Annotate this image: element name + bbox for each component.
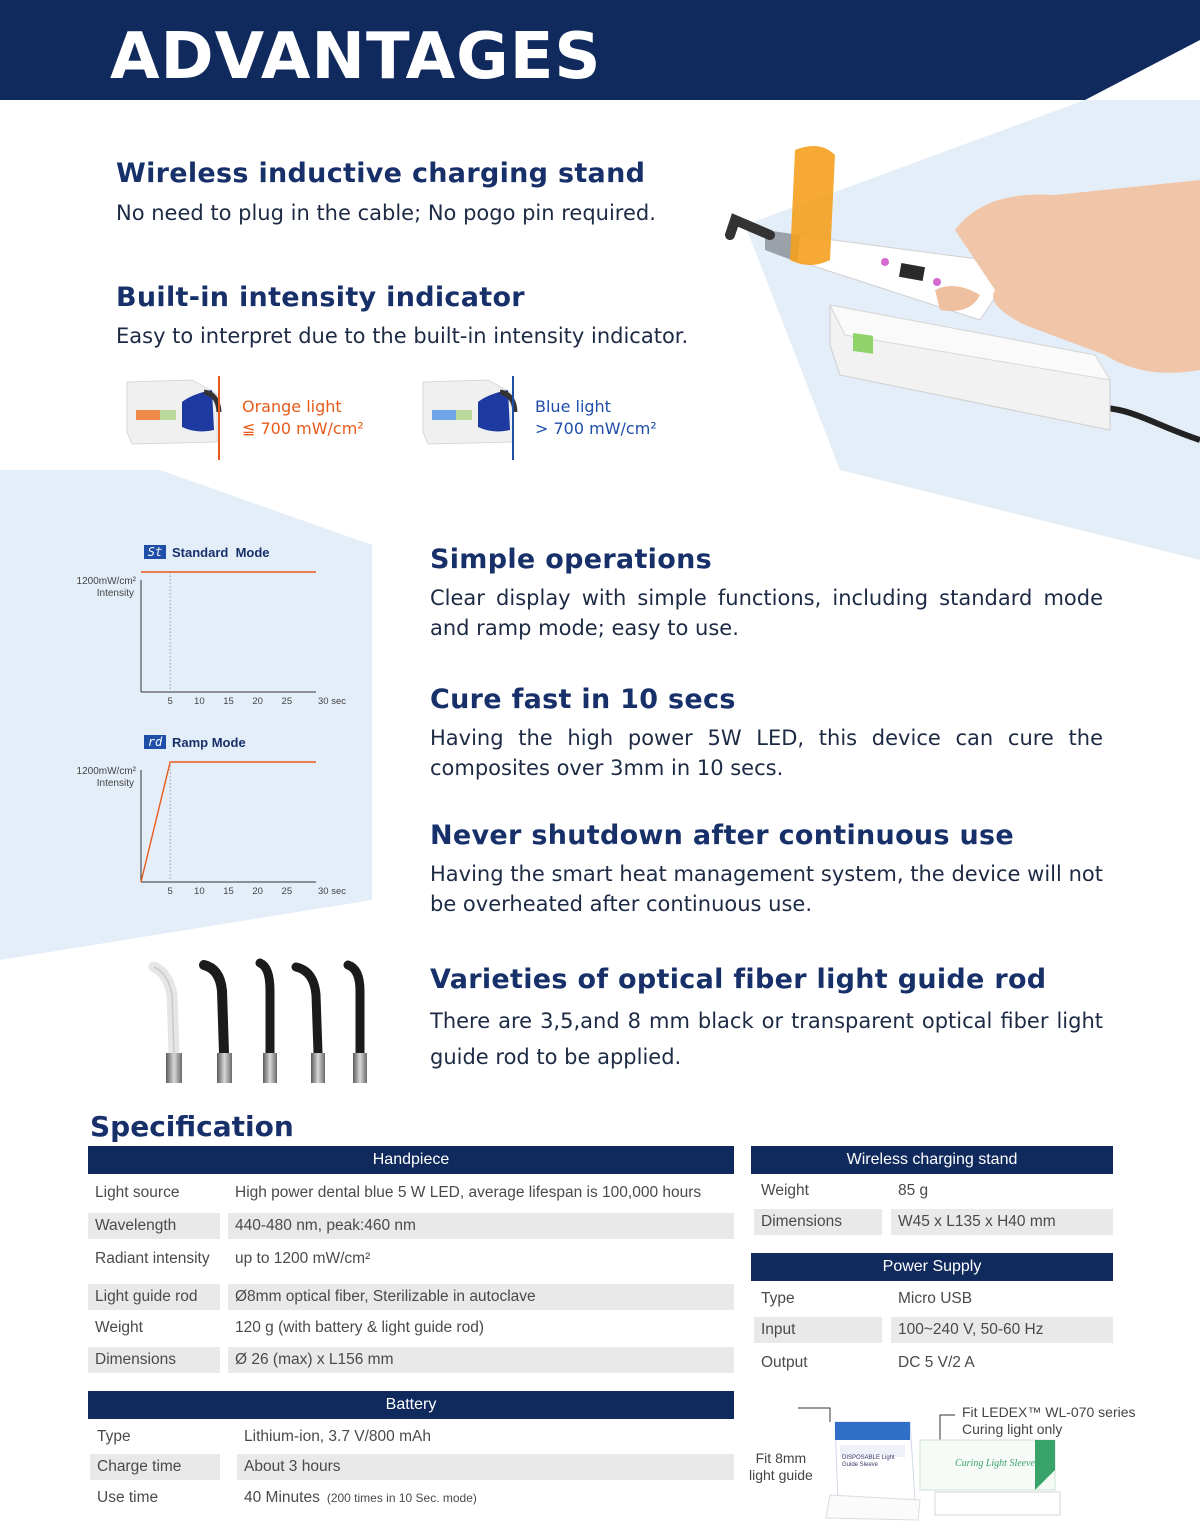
row-label: Weight <box>95 1319 143 1336</box>
row-label: Dimensions <box>754 1209 882 1235</box>
row-label: Use time <box>97 1489 159 1506</box>
row-value-note: (200 times in 10 Sec. mode) <box>326 1491 477 1505</box>
row-label: Weight <box>761 1182 809 1199</box>
table-row <box>88 1213 734 1239</box>
row-value-text: 85 g <box>898 1182 929 1199</box>
ramp-mode-chart <box>60 725 360 905</box>
row-value-text: High power dental blue 5 W LED, average lifespan is 100,000 hours <box>235 1184 702 1201</box>
row-value-text: up to 1200 mW/cm² <box>235 1250 371 1267</box>
row-value <box>228 1180 734 1206</box>
table-row <box>88 1347 734 1373</box>
x-tick-label: 25 <box>281 886 293 897</box>
blue-light-indicator-image <box>418 372 523 462</box>
y-tick-label: 1200mW/cm² <box>76 766 136 777</box>
row-label: Charge time <box>90 1454 220 1480</box>
table-row <box>90 1424 734 1450</box>
blue-light-divider <box>512 376 514 460</box>
x-tick-label: 10 <box>194 696 205 707</box>
battery-header: Battery <box>88 1391 734 1419</box>
fiber-rods-title: Varieties of optical fiber light guide rod <box>430 964 1047 995</box>
row-label: Light source <box>95 1184 180 1201</box>
row-value <box>891 1286 1113 1312</box>
table-row <box>88 1315 734 1341</box>
never-shutdown-desc: Having the smart heat management system, the device will not be overheated after continuous use. <box>430 862 1103 916</box>
row-label: Input <box>754 1317 882 1343</box>
orange-light-name: Orange light <box>242 397 342 416</box>
row-value-text: Ø8mm optical fiber, Sterilizable in autoclave <box>235 1288 536 1305</box>
chart-title: Ramp Mode <box>172 735 246 750</box>
orange-light-value: ≦ 700 mW/cm² <box>242 419 364 438</box>
charging-stand-desc: No need to plug in the cable; No pogo pin required. <box>116 201 656 225</box>
row-value <box>891 1317 1113 1343</box>
spec-title: Specification <box>90 1110 294 1143</box>
intensity-line <box>141 762 316 882</box>
table-row <box>754 1350 1113 1376</box>
row-value <box>891 1209 1113 1235</box>
row-value-text: 40 Minutes <box>244 1489 320 1506</box>
table-row <box>88 1284 734 1310</box>
fit-ledex-line1: Fit LEDEX™ WL-070 series <box>962 1404 1136 1420</box>
intensity-indicator-title: Built-in intensity indicator <box>116 282 525 313</box>
row-value <box>237 1485 734 1511</box>
row-value <box>237 1424 734 1450</box>
light-guide-rods-image <box>140 955 380 1090</box>
table-row <box>754 1209 1113 1235</box>
x-tick-label: 30 sec <box>318 886 346 897</box>
table-row <box>754 1178 1113 1204</box>
table-row <box>754 1286 1113 1312</box>
row-value-text: Lithium-ion, 3.7 V/800 mAh <box>244 1428 431 1445</box>
y-tick-label: 1200mW/cm² <box>76 576 136 587</box>
row-value <box>891 1350 1113 1376</box>
row-value <box>891 1178 1113 1204</box>
x-tick-label: 20 <box>252 696 263 707</box>
table-row <box>90 1454 734 1480</box>
curing-light-device-image <box>725 140 1200 450</box>
row-value <box>237 1454 734 1480</box>
blue-light-name: Blue light <box>535 397 611 416</box>
y-axis-label: Intensity <box>96 778 134 789</box>
fiber-rods-desc: There are 3,5,and 8 mm black or transparent optical fiber light guide rod to be applied. <box>430 1009 1103 1069</box>
x-tick-label: 5 <box>167 886 173 897</box>
stand-header: Wireless charging stand <box>751 1146 1113 1174</box>
row-label: Output <box>761 1354 808 1371</box>
simple-operations-title: Simple operations <box>430 544 712 575</box>
x-tick-label: 30 sec <box>318 696 346 707</box>
mode-badge-text: St <box>147 545 163 559</box>
row-value-text: 440-480 nm, peak:460 nm <box>235 1217 416 1234</box>
table-row <box>88 1180 734 1206</box>
sleeve-pack-label: Curing Light Sleeve <box>955 1458 1035 1469</box>
row-value <box>228 1315 734 1341</box>
fit-8mm-note <box>749 1450 813 1484</box>
standard-mode-chart <box>60 535 360 715</box>
row-label: Light guide rod <box>88 1284 220 1310</box>
intensity-indicator-desc: Easy to interpret due to the built-in intensity indicator. <box>116 324 689 348</box>
simple-operations-desc: Clear display with simple functions, including standard mode and ramp mode; easy to use. <box>430 586 1103 640</box>
row-value-text: Micro USB <box>898 1290 973 1307</box>
y-axis-label: Intensity <box>96 588 134 599</box>
row-label: Type <box>761 1290 795 1307</box>
orange-light-indicator-image <box>122 372 227 462</box>
row-value-text: About 3 hours <box>244 1458 341 1475</box>
row-value <box>228 1284 734 1310</box>
power-header: Power Supply <box>751 1253 1113 1281</box>
handpiece-header: Handpiece <box>88 1146 734 1174</box>
orange-light-divider <box>218 376 220 460</box>
row-value-text: Ø 26 (max) x L156 mm <box>235 1351 394 1368</box>
table-row <box>88 1246 734 1272</box>
fit-ledex-line2: Curing light only <box>962 1421 1063 1437</box>
fit-ledex-note <box>962 1404 1136 1438</box>
mode-badge-text: rd <box>147 735 163 749</box>
row-value <box>228 1246 734 1272</box>
row-label: Radiant intensity <box>95 1250 210 1267</box>
row-value-text: 120 g (with battery & light guide rod) <box>235 1319 484 1336</box>
cure-fast-desc: Having the high power 5W LED, this device can cure the composites over 3mm in 10 secs. <box>430 726 1103 780</box>
blue-light-value: > 700 mW/cm² <box>535 419 657 438</box>
row-value-text: DC 5 V/2 A <box>898 1354 975 1371</box>
row-label: Dimensions <box>88 1347 220 1373</box>
fit-8mm-line2: light guide <box>749 1467 813 1483</box>
table-row <box>754 1317 1113 1343</box>
charging-stand-title: Wireless inductive charging stand <box>116 158 646 189</box>
fit-8mm-line1: Fit 8mm <box>755 1450 807 1466</box>
x-tick-label: 20 <box>252 886 263 897</box>
row-label: Wavelength <box>88 1213 220 1239</box>
x-tick-label: 25 <box>281 696 293 707</box>
sleeve-box-label: DISPOSABLE Light Guide Sleeve <box>842 1455 895 1468</box>
chart-title: Standard Mode <box>172 545 270 560</box>
x-tick-label: 15 <box>223 886 234 897</box>
row-value-text: W45 x L135 x H40 mm <box>898 1213 1056 1230</box>
row-value-text: 100~240 V, 50-60 Hz <box>898 1321 1044 1338</box>
x-tick-label: 5 <box>167 696 173 707</box>
x-tick-label: 10 <box>194 886 205 897</box>
table-row <box>90 1485 734 1511</box>
x-tick-label: 15 <box>223 696 234 707</box>
row-label: Type <box>97 1428 131 1445</box>
page-title: ADVANTAGES <box>110 20 602 94</box>
never-shutdown-title: Never shutdown after continuous use <box>430 820 1015 851</box>
row-value <box>228 1213 734 1239</box>
cure-fast-title: Cure fast in 10 secs <box>430 684 736 715</box>
row-value <box>228 1347 734 1373</box>
